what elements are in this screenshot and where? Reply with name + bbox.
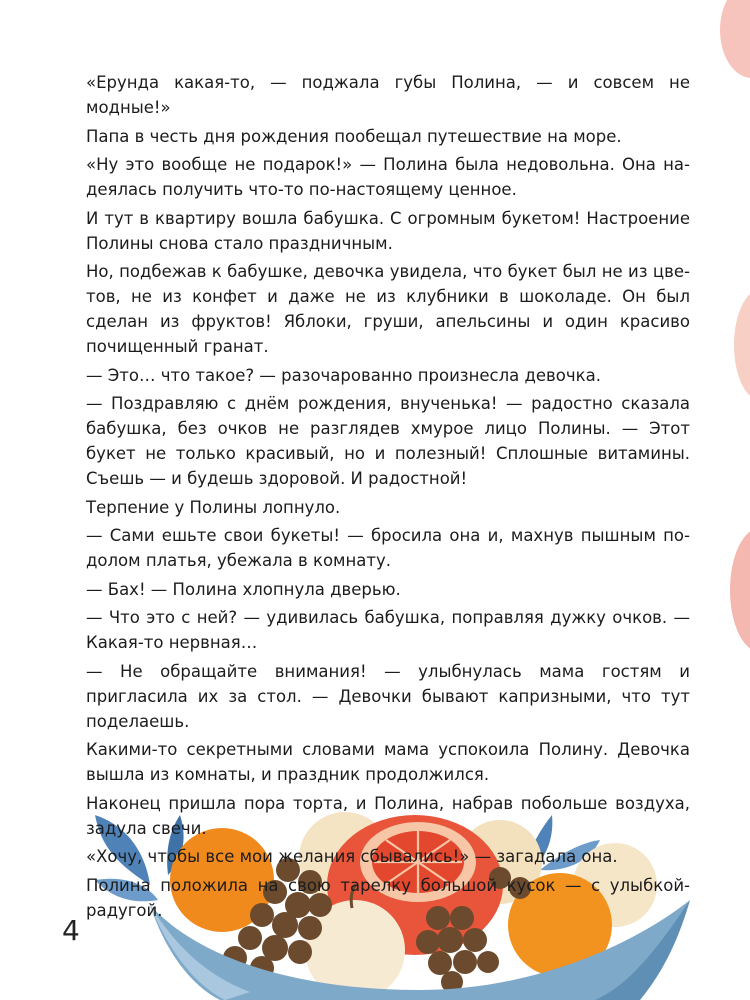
paragraph: Какими-то секретными словами мама успокоила Полину. Девочка вышла из комнаты, и праздник продолжился.	[86, 740, 690, 784]
page-number: 4	[62, 914, 80, 947]
paragraph: — Что это с ней? — удивилась бабушка, поправляя дужку очков. — Какая-то нервная…	[86, 608, 690, 652]
paragraph: Но, подбежав к бабушке, девочка увидела, что букет был не из цветов, не из конфет и даже не из клубники в шоколаде. Он был сделан из фруктов! Яблоки, груши, апельсины и один красиво почищенный гранат.	[86, 262, 690, 356]
story-text	[86, 70, 690, 926]
paragraph: — Поздравляю с днём рождения, внученька! — радостно сказала бабушка, без очков не разглядев хмурое лицо Полины. — Этот букет не только красивый, но и полезный! Сплошные витамины. Съешь — и будешь здоровой. И радостной!	[86, 394, 690, 488]
paragraph: «Ну это вообще не подарок!» — Полина была недовольна. Она надеялась получить что-то по-настоящему ценное.	[86, 155, 690, 199]
paragraph: Наконец пришла пора торта, и Полина, набрав побольше воздуха, задула свечи.	[86, 793, 690, 838]
paragraph: «Ерунда какая-то, — поджала губы Полина, — и совсем не модные!»	[86, 73, 690, 117]
paragraph: — Сами ешьте свои букеты! — бросила она и, махнув пышным подолом платья, убежала в комнату.	[86, 526, 690, 570]
paragraph: — Бах! — Полина хлопнула дверью.	[86, 579, 401, 599]
paragraph: — Не обращайте внимания! — улыбнулась мама гостям и пригласила их за стол. — Девочки бывают капризными, что тут поделаешь.	[86, 661, 690, 731]
peach-edge-illustration	[720, 0, 750, 652]
paragraph: И тут в квартиру вошла бабушка. С огромным букетом! Настроение Полины снова стало праздничным.	[86, 208, 690, 253]
paragraph: Полина положила на свою тарелку большой кусок — с улыбкой-радугой.	[86, 875, 690, 920]
paragraph: «Хочу, чтобы все мои желания сбывались!» — загадала она.	[86, 847, 618, 866]
paragraph: Терпение у Полины лопнуло.	[86, 497, 341, 517]
paragraph: Папа в честь дня рождения пообещал путешествие на море.	[86, 126, 622, 146]
paragraph: — Это… что такое? — разочарованно произнесла девочка.	[86, 365, 601, 385]
